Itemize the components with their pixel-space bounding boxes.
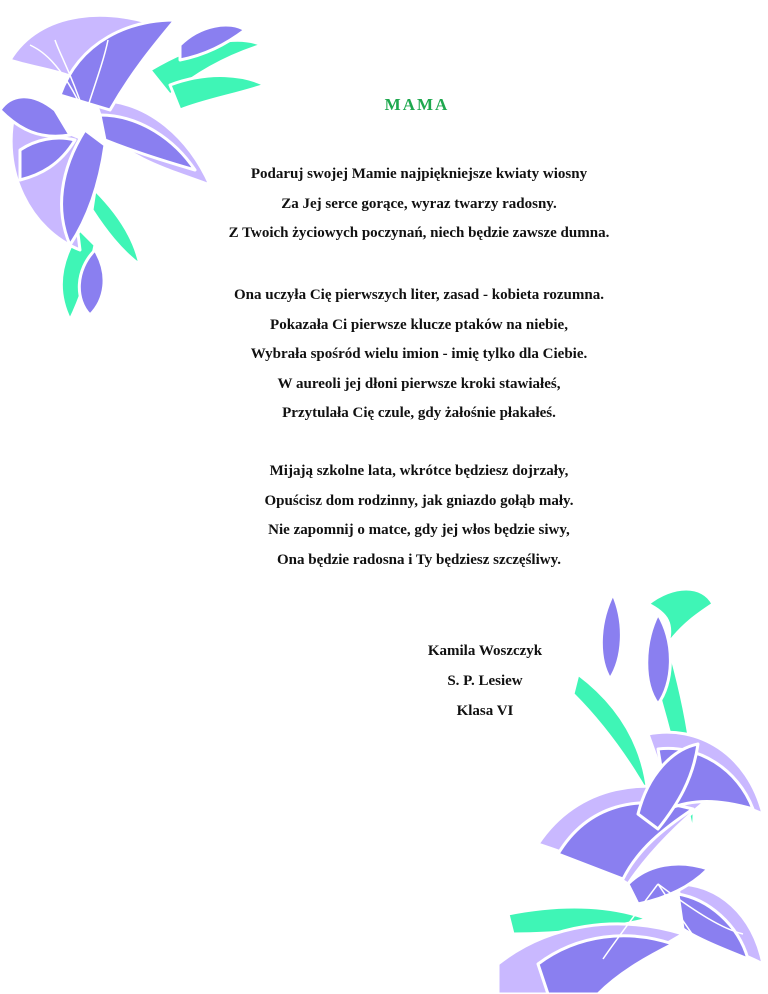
- poem-title: MAMA: [384, 95, 450, 114]
- poem-line: Mijają szkolne lata, wkrótce będziesz dojrzały,: [269, 463, 569, 479]
- poem-line: Pokazała Ci pierwsze klucze ptaków na niebie,: [270, 316, 568, 333]
- poem-line: Wybrała spośród wielu imion - imię tylko dla Ciebie.: [250, 346, 588, 362]
- poem-line: Nie zapomnij o matce, gdy jej włos będzie siwy,: [268, 522, 570, 538]
- lily-flower-icon: [498, 584, 768, 994]
- poem-line: Ona będzie radosna i Ty będziesz szczęśliwy.: [276, 551, 562, 568]
- author-name: Kamila Woszczyk: [427, 643, 543, 659]
- poem-line: Z Twoich życiowych poczynań, niech będzie zawsze dumna.: [228, 225, 610, 241]
- poem-line: Opuścisz dom rodzinny, jak gniazdo gołąb mały.: [264, 492, 574, 509]
- class-name: Klasa VI: [456, 703, 514, 719]
- poem-line: Za Jej serce gorące, wyraz twarzy radosny.: [281, 195, 557, 212]
- poem-line: Przytulała Cię czule, gdy żałośnie płakałeś.: [282, 405, 556, 421]
- stanza-1: [0, 160, 768, 249]
- poem-line: Podaruj swojej Mamie najpiękniejsze kwiaty wiosny: [250, 166, 588, 182]
- school-name: S. P. Lesiew: [447, 673, 523, 689]
- stanza-2: [0, 281, 768, 429]
- stanza-3: [0, 457, 768, 575]
- poem-line: W aureoli jej dłoni pierwsze kroki stawiałeś,: [277, 375, 561, 392]
- poem-line: Ona uczyła Cię pierwszych liter, zasad - kobieta rozumna.: [234, 287, 604, 303]
